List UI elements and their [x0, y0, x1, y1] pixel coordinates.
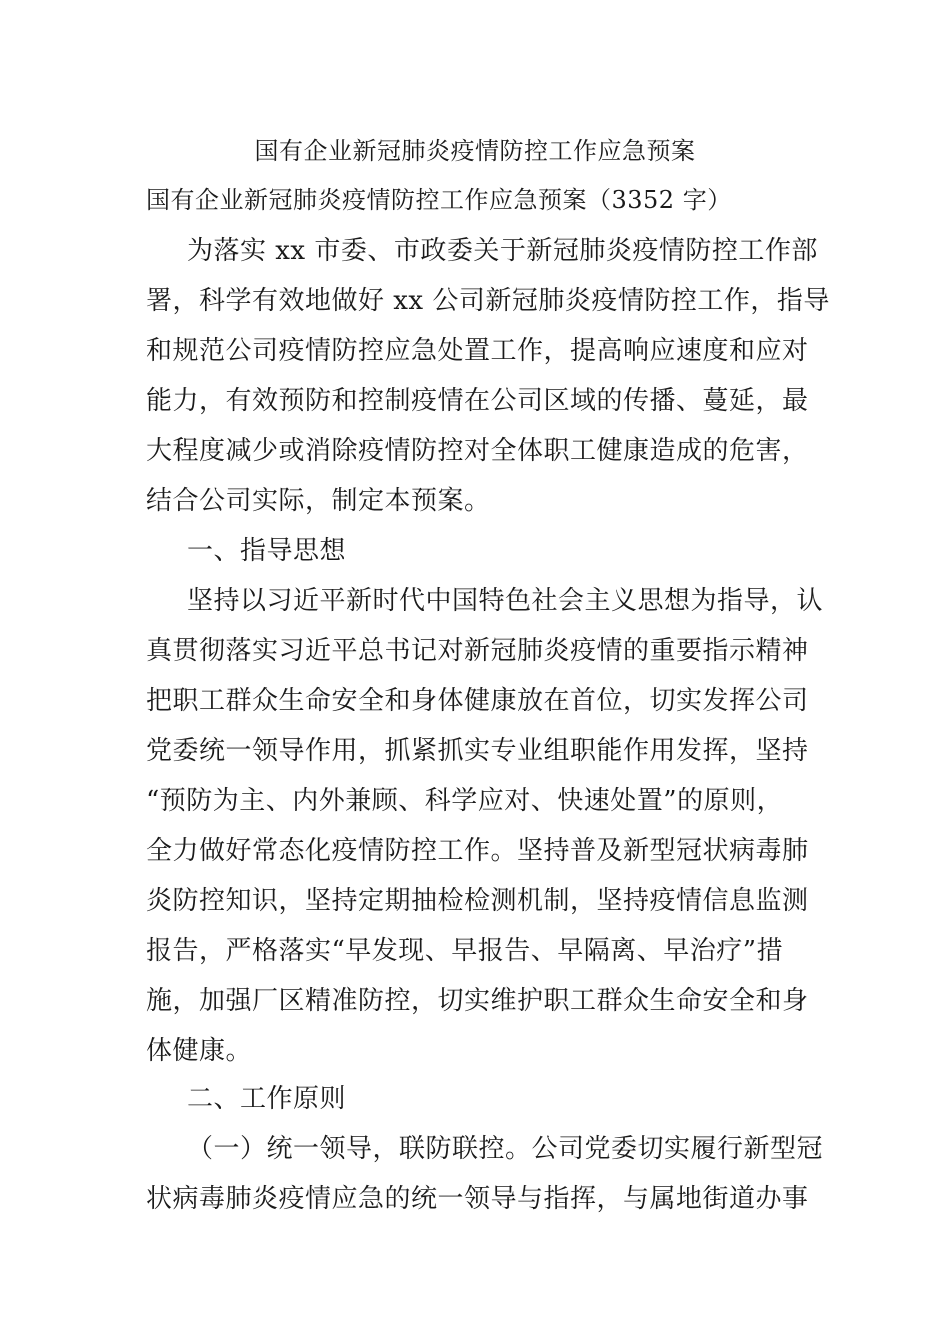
paragraph-line: 能力，有效预防和控制疫情在公司区域的传播、蔓延，最	[146, 386, 809, 416]
paragraph-line: 施，加强厂区精准防控，切实维护职工群众生命安全和身	[146, 986, 809, 1016]
paragraph-line: 体健康。	[146, 1036, 253, 1066]
section-heading-working-principles: 二、工作原则	[187, 1084, 347, 1114]
paragraph-line: 状病毒肺炎疫情应急的统一领导与指挥，与属地街道办事	[146, 1184, 809, 1214]
paragraph-line: 结合公司实际，制定本预案。	[146, 486, 491, 516]
paragraph-line: 和规范公司疫情防控应急处置工作，提高响应速度和应对	[146, 336, 809, 366]
paragraph-line: 坚持以习近平新时代中国特色社会主义思想为指导，认	[187, 586, 824, 616]
paragraph-line: 报告，严格落实“早发现、早报告、早隔离、早治疗”措	[146, 936, 784, 966]
paragraph-line: 真贯彻落实习近平总书记对新冠肺炎疫情的重要指示精神	[146, 636, 809, 666]
paragraph-line: 为落实 xx 市委、市政委关于新冠肺炎疫情防控工作部	[187, 236, 818, 266]
document-title: 国有企业新冠肺炎疫情防控工作应急预案	[254, 137, 696, 165]
paragraph-line: 全力做好常态化疫情防控工作。坚持普及新型冠状病毒肺	[146, 836, 809, 866]
paragraph-line: （一）统一领导，联防联控。公司党委切实履行新型冠	[187, 1134, 824, 1164]
paragraph-line: 大程度减少或消除疫情防控对全体职工健康造成的危害，	[146, 436, 809, 466]
paragraph-line: 把职工群众生命安全和身体健康放在首位，切实发挥公司	[146, 686, 809, 716]
paragraph-line: 署，科学有效地做好 xx 公司新冠肺炎疫情防控工作，指导	[146, 286, 830, 316]
section-heading-guiding-ideology: 一、指导思想	[187, 536, 347, 566]
paragraph-line: 炎防控知识，坚持定期抽检检测机制，坚持疫情信息监测	[146, 886, 809, 916]
paragraph-line: “预防为主、内外兼顾、科学应对、快速处置”的原则，	[146, 786, 784, 816]
document-subtitle: 国有企业新冠肺炎疫情防控工作应急预案（3352 字）	[146, 186, 732, 214]
paragraph-line: 党委统一领导作用，抓紧抓实专业组职能作用发挥，坚持	[146, 736, 809, 766]
